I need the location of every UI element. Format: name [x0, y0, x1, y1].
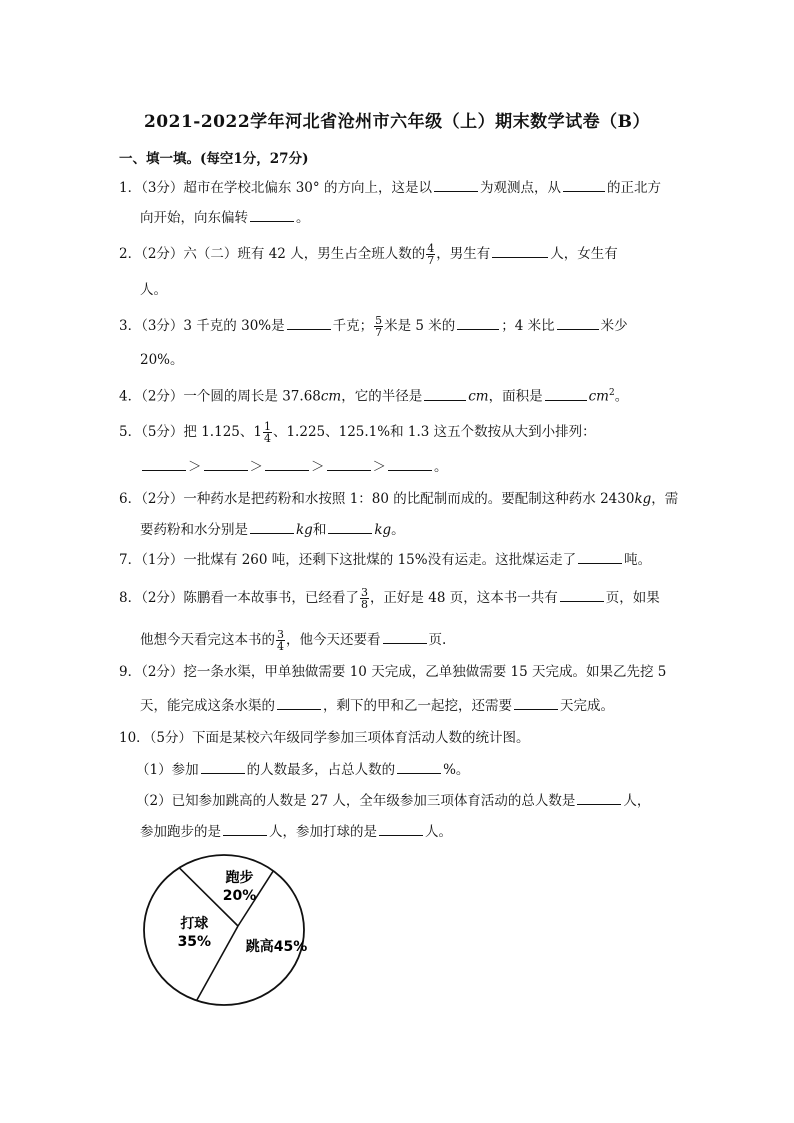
fraction: $\frac{3}{8}$ [360, 586, 368, 611]
q6-text-b: ，需 [651, 491, 679, 507]
q2-text-d: 人。 [140, 282, 167, 298]
question-10-sub-1 [136, 759, 469, 780]
q4-text-b: ，它的半径是 [341, 388, 423, 405]
question-8-line-1 [119, 587, 660, 610]
answer-blank[interactable] [397, 759, 441, 774]
unit-kg: kg [374, 522, 392, 538]
fraction: $\frac{3}{4}$ [277, 628, 284, 653]
slice-label-2: 跳高45% [245, 938, 308, 955]
answer-blank[interactable] [560, 587, 604, 602]
q4-text-c: ，面积是 [488, 388, 543, 405]
slice-percent-0: 35% [177, 934, 212, 951]
fraction: $\frac{1}{4}$ [263, 420, 271, 445]
question-4 [119, 383, 628, 407]
unit-cm: cm [320, 388, 342, 405]
q10-s2-text-a: （2）已知参加跳高的人数是 27 人，全年级参加三项体育活动的总人数是 [136, 793, 576, 809]
answer-blank[interactable] [563, 177, 605, 192]
q8-text-e: ，他今天还要看 [286, 632, 381, 648]
q3-text-d: ；4 米比 [501, 318, 555, 334]
greater-than-sign: ＞ [249, 459, 263, 475]
fraction: $\frac{5}{7}$ [375, 314, 383, 339]
unit-cm: cm [588, 388, 609, 405]
q10-s2-text-b: 人， [623, 793, 651, 809]
q2-text-c: 人，女生有 [550, 246, 618, 262]
q3-text-e: 米少 [600, 318, 628, 334]
answer-blank[interactable] [424, 386, 466, 401]
answer-blank[interactable] [388, 456, 432, 471]
q8-text-a: 8．（2分）陈鹏看一本故事书，已经看了 [119, 590, 359, 606]
answer-blank[interactable] [578, 549, 622, 564]
section-heading: 一、填一填。(每空1分，27分) [119, 151, 309, 167]
q1-text-b: 为观测点，从 [479, 180, 561, 196]
question-1-line-1 [119, 177, 661, 198]
greater-than-sign: ＞ [311, 459, 325, 475]
question-1-line-2 [140, 207, 310, 228]
question-5-line-2 [140, 456, 448, 477]
answer-blank[interactable] [328, 519, 372, 534]
answer-blank[interactable] [327, 456, 371, 471]
slice-percent-1: 20% [222, 887, 257, 904]
q10-s1-text-b: 的人数最多，占总人数的 [246, 762, 396, 778]
question-2-line-2 [140, 280, 167, 300]
question-9-line-1 [119, 662, 666, 682]
q5-end: 。 [434, 459, 448, 475]
answer-blank[interactable] [142, 456, 186, 471]
q6-text-d: 和 [312, 522, 327, 538]
answer-blank[interactable] [250, 207, 294, 222]
answer-blank[interactable] [545, 386, 587, 401]
question-5-line-1 [119, 421, 596, 444]
question-9-line-2 [140, 695, 614, 716]
answer-blank[interactable] [250, 519, 294, 534]
q8-text-f: 页. [428, 632, 447, 648]
q10-s2-text-c: 参加跑步的是 [140, 824, 221, 840]
answer-blank[interactable] [457, 315, 499, 330]
answer-blank[interactable] [492, 243, 548, 258]
q1-text-d: 向开始，向东偏转 [140, 210, 248, 226]
q9-text-b: 天，能完成这条水渠的 [140, 698, 275, 714]
question-3-line-1 [119, 315, 628, 338]
q1-text-e: 。 [296, 210, 310, 226]
question-10-sub-2-line-1 [136, 790, 650, 811]
question-10-sub-2-line-2 [140, 821, 452, 842]
q10-text-a: 10．（5分）下面是某校六年级同学参加三项体育活动人数的统计图。 [119, 730, 530, 746]
answer-blank[interactable] [557, 315, 599, 330]
q4-text-d: 。 [614, 388, 629, 405]
q10-s2-text-e: 人。 [425, 824, 452, 840]
answer-blank[interactable] [383, 629, 427, 644]
q8-text-c: 页，如果 [605, 590, 660, 606]
answer-blank[interactable] [265, 456, 309, 471]
q7-text-a: 7．（1分）一批煤有 260 吨，还剩下这批煤的 15%没有运走。这批煤运走了 [119, 552, 577, 568]
answer-blank[interactable] [434, 177, 478, 192]
page-title: 2021-2022学年河北省沧州市六年级（上）期末数学试卷（B） [143, 112, 651, 132]
question-7 [119, 549, 651, 570]
greater-than-sign: ＞ [372, 459, 386, 475]
q3-text-b: 千克； [332, 318, 374, 334]
q1-text-c: 的正北方 [606, 180, 661, 196]
answer-blank[interactable] [277, 695, 321, 710]
q3-text-f: 20%。 [140, 352, 184, 368]
q6-text-c: 要药粉和水分别是 [140, 522, 248, 538]
question-3-line-2 [140, 350, 184, 370]
answer-blank[interactable] [379, 821, 423, 836]
q7-text-b: 吨。 [624, 552, 652, 568]
q4-text-a: 4．（2分）一个圆的周长是 37.68 [119, 388, 321, 405]
answer-blank[interactable] [204, 456, 248, 471]
question-8-line-2 [140, 629, 446, 652]
q3-text-a: 3．（3分）3 千克的 30%是 [119, 318, 285, 334]
q10-s2-text-d: 人，参加打球的是 [269, 824, 377, 840]
q10-s1-text-a: （1）参加 [136, 762, 199, 778]
q5-text-b: 、1.225、125.1%和 1.3 这五个数按从大到小排列： [272, 424, 596, 440]
greater-than-sign: ＞ [188, 459, 202, 475]
q6-text-a: 6．（2分）一种药水是把药粉和水按照 1：80 的比配制而成的。要配制这种药水 2430 [119, 491, 635, 507]
pie-outline [144, 855, 304, 1005]
question-2-line-1 [119, 243, 618, 266]
q1-text-a: 1．（3分）超市在学校北偏东 30° 的方向上，这是以 [119, 180, 432, 196]
answer-blank[interactable] [223, 821, 267, 836]
q8-text-d: 他想今天看完这本书的 [140, 632, 275, 648]
q9-text-a: 9．（2分）挖一条水渠，甲单独做需要 10 天完成，乙单独做需要 15 天完成。如果乙先挖 5 [119, 664, 667, 680]
q8-text-b: ，正好是 48 页，这本书一共有 [369, 590, 558, 606]
exponent: 2 [609, 388, 615, 398]
q9-text-c: ，剩下的甲和乙一起挖，还需要 [323, 698, 512, 714]
fraction: $\frac{4}{7}$ [427, 242, 435, 267]
unit-kg: kg [634, 491, 652, 507]
answer-blank[interactable] [201, 759, 245, 774]
q10-s1-text-c: %。 [443, 762, 470, 778]
q9-text-d: 天完成。 [560, 698, 614, 714]
question-6-line-1 [119, 489, 678, 509]
q3-text-c: 米是 5 米的 [384, 318, 456, 334]
question-10-line-1 [119, 728, 530, 748]
answer-blank[interactable] [577, 790, 621, 805]
q5-text-a: 5．（5分）把 1.125、1 [119, 424, 262, 440]
slice-label-1: 跑步 [225, 869, 254, 886]
question-6-line-2 [140, 519, 405, 540]
q2-text-a: 2．（2分）六（二）班有 42 人，男生占全班人数的 [119, 246, 426, 262]
q6-text-e: 。 [391, 522, 405, 538]
unit-cm: cm [468, 388, 489, 405]
q2-text-b: ，男生有 [436, 246, 491, 262]
pie-chart [140, 852, 310, 1008]
answer-blank[interactable] [514, 695, 558, 710]
unit-kg: kg [296, 522, 313, 538]
slice-label-0: 打球 [180, 916, 209, 933]
answer-blank[interactable] [287, 315, 331, 330]
